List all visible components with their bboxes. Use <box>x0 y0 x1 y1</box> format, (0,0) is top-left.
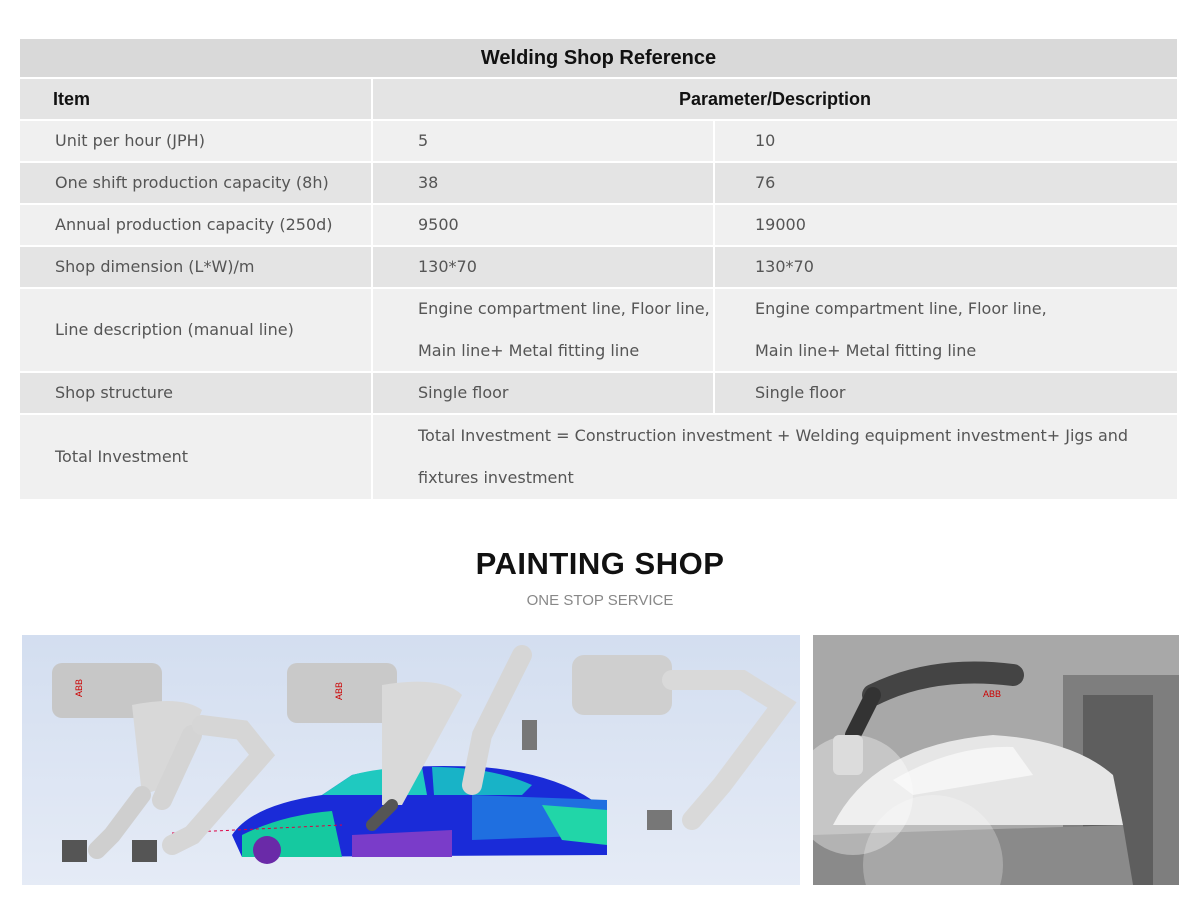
table-header-row <box>20 79 1177 121</box>
row-value-a: 130*70 <box>373 247 715 287</box>
row-value-line: Engine compartment line, Floor line, <box>755 299 1047 318</box>
row-item: Shop dimension (L*W)/m <box>20 247 373 287</box>
row-value-a: 38 <box>373 163 715 203</box>
robot-logo-3: ABB <box>983 689 1002 699</box>
table-title: Welding Shop Reference <box>20 39 1177 79</box>
table-row <box>20 289 1177 373</box>
row-value-a: 5 <box>373 121 715 161</box>
row-value-b: 10 <box>755 131 776 150</box>
row-value-b <box>715 289 1177 371</box>
row-value-merged <box>373 415 1177 499</box>
row-item: Total Investment <box>20 415 373 499</box>
row-value-line: Main line+ Metal fitting line <box>418 341 640 360</box>
welding-shop-table <box>20 39 1177 499</box>
row-value-b: 19000 <box>755 215 806 234</box>
row-value-a: 9500 <box>373 205 715 245</box>
section-subtitle: ONE STOP SERVICE <box>526 592 674 609</box>
row-value-b: 76 <box>755 173 776 192</box>
painting-robots-simulation-image <box>22 635 800 885</box>
robot-logo-2: ABB <box>334 681 344 700</box>
section-title: PAINTING SHOP <box>475 546 725 581</box>
row-item: Annual production capacity (250d) <box>20 205 373 245</box>
header-item: Item <box>20 79 373 119</box>
header-parameter: Parameter/Description <box>678 89 872 109</box>
row-value-a: Single floor <box>373 373 715 413</box>
table-row <box>20 121 1177 163</box>
robot-logo-1: ABB <box>74 678 84 697</box>
row-item: Unit per hour (JPH) <box>20 121 373 161</box>
row-value-line: Main line+ Metal fitting line <box>755 341 977 360</box>
row-value-line: fixtures investment <box>418 468 574 487</box>
table-row <box>20 247 1177 289</box>
row-value-line: Total Investment = Construction investment + Welding equipment investment+ Jigs and <box>418 426 1129 445</box>
row-item: Shop structure <box>20 373 373 413</box>
row-value-line: Engine compartment line, Floor line, <box>418 299 710 318</box>
table-row <box>20 373 1177 415</box>
painting-booth-photo <box>813 635 1179 885</box>
table-row <box>20 415 1177 499</box>
table-row <box>20 205 1177 247</box>
row-value-a <box>373 289 715 371</box>
table-row <box>20 163 1177 205</box>
row-item: Line description (manual line) <box>20 289 373 371</box>
row-item: One shift production capacity (8h) <box>20 163 373 203</box>
row-value-b: 130*70 <box>755 257 814 276</box>
row-value-b: Single floor <box>755 383 846 402</box>
